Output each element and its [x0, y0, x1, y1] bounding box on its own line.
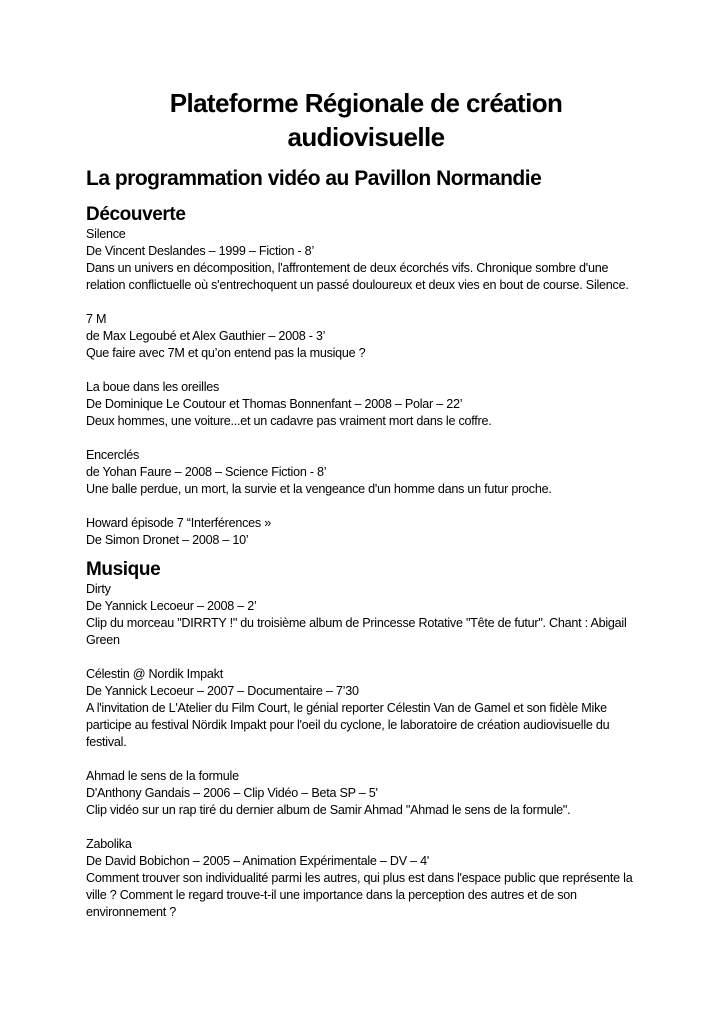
- film-title: 7 M: [86, 312, 107, 326]
- document-subtitle: La programmation vidéo au Pavillon Normandie: [86, 167, 542, 190]
- film-credits: De David Bobichon – 2005 – Animation Expérimentale – DV – 4': [86, 854, 430, 868]
- film-entry: [86, 666, 646, 751]
- film-synopsis: Que faire avec 7M et qu’on entend pas la musique ?: [86, 346, 366, 360]
- film-synopsis: Clip du morceau "DIRRTY !" du troisième album de Princesse Rotative "Tête de futur". Chant : Abigail Green: [86, 616, 627, 647]
- film-credits: de Max Legoubé et Alex Gauthier – 2008 - 3’: [86, 329, 326, 343]
- film-synopsis: Deux hommes, une voiture...et un cadavre pas vraiment mort dans le coffre.: [86, 414, 492, 428]
- film-title: Zabolika: [86, 837, 132, 851]
- film-credits: De Vincent Deslandes – 1999 – Fiction - 8’: [86, 244, 314, 258]
- film-credits: D'Anthony Gandais – 2006 – Clip Vidéo – Beta SP – 5': [86, 786, 378, 800]
- film-synopsis: Clip vidéo sur un rap tiré du dernier album de Samir Ahmad "Ahmad le sens de la formule".: [86, 803, 571, 817]
- film-entry: [86, 581, 646, 649]
- film-title: Encerclés: [86, 448, 140, 462]
- film-synopsis: Comment trouver son individualité parmi les autres, qui plus est dans l'espace public que représente la ville ? Comment le regard trouve-t-il une importance dans la perception des autres et de son environnement ?: [86, 871, 633, 919]
- film-credits: De Yannick Lecoeur – 2008 – 2’: [86, 599, 257, 613]
- film-title: Dirty: [86, 582, 111, 596]
- film-credits: De Dominique Le Coutour et Thomas Bonnenfant – 2008 – Polar – 22’: [86, 397, 463, 411]
- section-heading: Découverte: [86, 204, 186, 225]
- document-page: [86, 86, 646, 921]
- section-musique: [86, 559, 646, 921]
- film-entry: [86, 515, 646, 549]
- film-synopsis: Dans un univers en décomposition, l'affrontement de deux écorchés vifs. Chronique sombre d'une relation conflictuelle où s'entrechoquent un passé douloureux et deux vies en bout de course. Silence.: [86, 261, 629, 292]
- film-credits: De Simon Dronet – 2008 – 10’: [86, 533, 249, 547]
- film-entry: [86, 768, 646, 819]
- film-title: Célestin @ Nordik Impakt: [86, 667, 223, 681]
- film-title: Silence: [86, 227, 126, 241]
- film-entry: [86, 836, 646, 921]
- film-title: Ahmad le sens de la formule: [86, 769, 239, 783]
- document-title-line-1: Plateforme Régionale de création: [169, 88, 563, 118]
- film-entry: [86, 226, 646, 294]
- document-title-line-2: audiovisuelle: [287, 122, 445, 152]
- film-entry: [86, 311, 646, 362]
- film-synopsis: A l'invitation de L'Atelier du Film Court, le génial reporter Célestin Van de Gamel et son fidèle Mike participe au festival Nördik Impakt pour l'oeil du cyclone, le laboratoire de création audiovisuelle du festival.: [86, 701, 610, 749]
- film-title: La boue dans les oreilles: [86, 380, 220, 394]
- film-synopsis: Une balle perdue, un mort, la survie et la vengeance d'un homme dans un futur proche.: [86, 482, 552, 496]
- document-title: [86, 86, 646, 154]
- film-entry: [86, 447, 646, 498]
- section-heading: Musique: [86, 559, 161, 580]
- film-credits: de Yohan Faure – 2008 – Science Fiction - 8’: [86, 465, 327, 479]
- film-entry: [86, 379, 646, 430]
- film-credits: De Yannick Lecoeur – 2007 – Documentaire – 7’30: [86, 684, 359, 698]
- film-title: Howard épisode 7 “Interférences »: [86, 516, 271, 530]
- section-decouverte: [86, 204, 646, 549]
